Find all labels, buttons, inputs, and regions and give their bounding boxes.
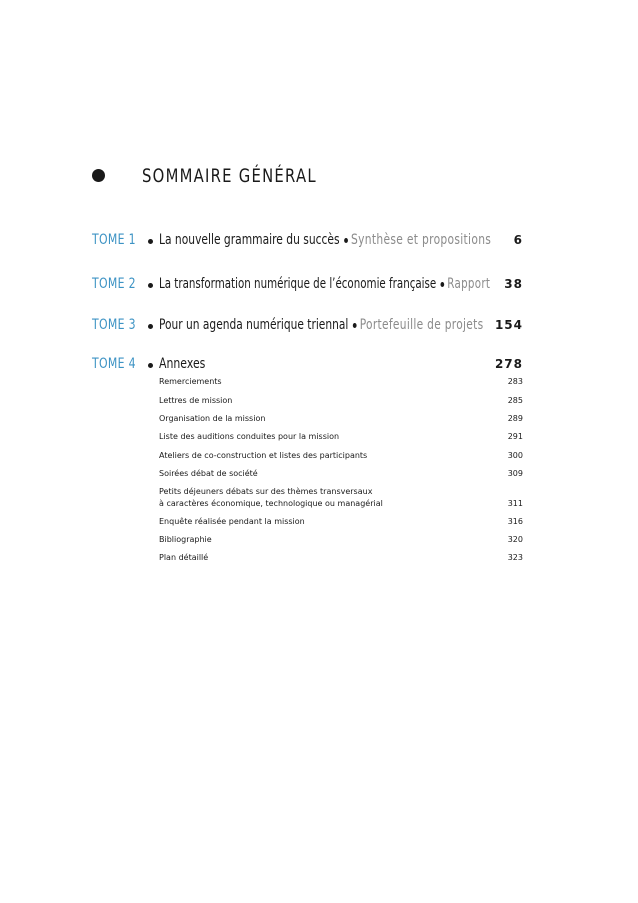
list-item[interactable] xyxy=(159,534,523,545)
section-header xyxy=(92,164,532,188)
page-number: 38 xyxy=(504,277,523,291)
page-number: 6 xyxy=(513,233,523,247)
bullet-icon xyxy=(148,283,153,288)
list-item[interactable] xyxy=(159,376,523,387)
tome-title: La transformation numérique de l’économie française xyxy=(159,276,437,292)
annex-title: Organisation de la mission xyxy=(159,414,266,423)
separator-dot-icon xyxy=(353,323,357,328)
bullet-icon xyxy=(92,169,105,182)
list-item[interactable] xyxy=(159,486,523,509)
tome-title: Pour un agenda numérique triennal xyxy=(159,317,349,333)
tome-subtitle: Synthèse et propositions xyxy=(351,232,492,248)
annex-title: Lettres de mission xyxy=(159,396,233,405)
page-number: 323 xyxy=(507,553,523,562)
page-number: 300 xyxy=(507,451,523,460)
tome-title: La nouvelle grammaire du succès xyxy=(159,232,340,248)
list-item[interactable] xyxy=(159,468,523,479)
tome-subtitle: Rapport xyxy=(447,276,491,292)
bullet-icon xyxy=(148,324,153,329)
toc-entry-tome-2[interactable] xyxy=(92,274,523,294)
annex-title: Soirées débat de société xyxy=(159,469,258,478)
tome-label: TOME 1 xyxy=(92,232,136,248)
tome-label: TOME 4 xyxy=(92,356,136,372)
tome-line xyxy=(159,315,483,335)
annex-title-continued: à caractères économique, technologique ou managérial xyxy=(159,499,383,508)
list-item[interactable] xyxy=(159,413,523,424)
toc-entry-tome-3[interactable] xyxy=(92,315,523,335)
annex-title: Ateliers de co-construction et listes des participants xyxy=(159,451,368,460)
separator-dot-icon xyxy=(344,238,348,243)
separator-dot-icon xyxy=(441,282,445,287)
list-item[interactable] xyxy=(159,395,523,406)
bullet-icon xyxy=(148,239,153,244)
annex-title: Liste des auditions conduites pour la mission xyxy=(159,432,340,441)
annex-title: Plan détaillé xyxy=(159,553,209,562)
page-number: 311 xyxy=(507,499,523,508)
tome-line xyxy=(159,354,205,374)
page-number: 289 xyxy=(507,414,523,423)
page-number: 285 xyxy=(507,396,523,405)
toc-entry-tome-1[interactable] xyxy=(92,230,523,250)
tome-line xyxy=(159,230,491,250)
annex-title: Bibliographie xyxy=(159,535,212,544)
page-number: 154 xyxy=(494,318,523,332)
list-item[interactable] xyxy=(159,431,523,442)
toc-entry-tome-4[interactable] xyxy=(92,354,523,374)
list-item[interactable] xyxy=(159,516,523,527)
list-item[interactable] xyxy=(159,552,523,563)
bullet-icon xyxy=(148,363,153,368)
annex-title: Enquête réalisée pendant la mission xyxy=(159,517,305,526)
tome-line xyxy=(159,274,490,294)
annex-title: Remerciements xyxy=(159,377,222,386)
tome-label: TOME 2 xyxy=(92,276,136,292)
tome-title: Annexes xyxy=(159,356,206,372)
tome-label: TOME 3 xyxy=(92,317,136,333)
page-number: 291 xyxy=(507,432,523,441)
page-title: SOMMAIRE GÉNÉRAL xyxy=(142,165,317,187)
page-number: 283 xyxy=(507,377,523,386)
page-number: 278 xyxy=(494,357,523,371)
page-number: 320 xyxy=(507,535,523,544)
page-number: 316 xyxy=(507,517,523,526)
tome-subtitle: Portefeuille de projets xyxy=(359,317,484,333)
annex-title: Petits déjeuners débats sur des thèmes transversaux xyxy=(159,487,373,496)
list-item[interactable] xyxy=(159,450,523,461)
page-number: 309 xyxy=(507,469,523,478)
